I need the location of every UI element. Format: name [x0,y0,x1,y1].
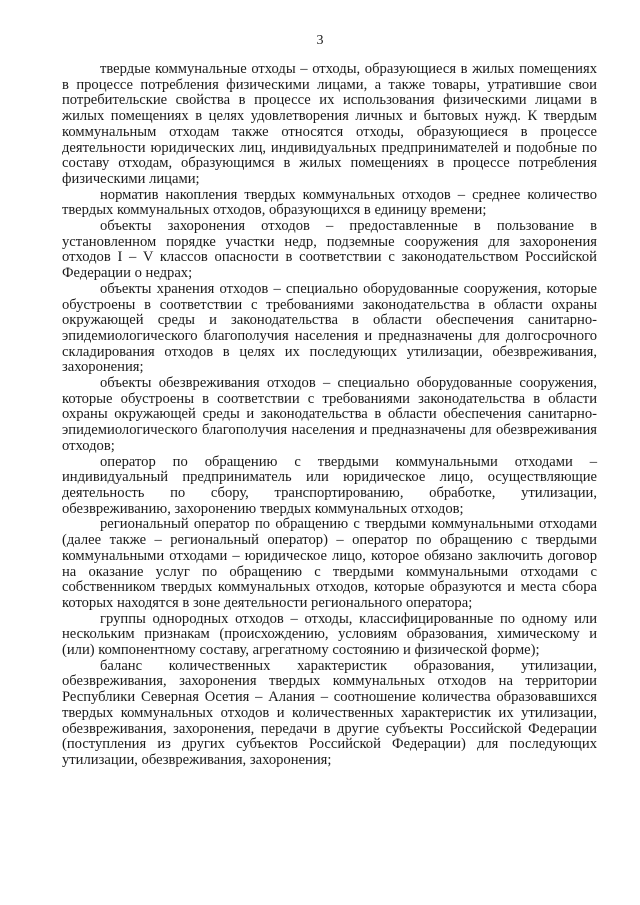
definition-homogeneous-waste-groups: группы однородных отходов – отходы, классифицированные по одному или нескольким признакам (происхождению, условиям образования, химическому и (или) компонентному составу, агрегатному состоянию и физической форме); [62,610,597,659]
definition-accumulation-norm: норматив накопления твердых коммунальных отходов – среднее количество твердых коммунальных отходов, образующихся в единицу времени; [62,186,597,219]
definition-storage-facilities: объекты хранения отходов – специально оборудованные сооружения, которые обустроены в соответствии с требованиями законодательства в области охраны окружающей среды и законодательства в области обеспечения санитарно-эпидемиологического благополучия населения и предназначены для долгосрочного складирования отходов в целях их последующих утилизации, обезвреживания, захоронения; [62,280,597,376]
definition-burial-facilities: объекты захоронения отходов – предоставленные в пользование в установленном порядке участки недр, подземные сооружения для захоронения отходов I – V классов опасности в соответствии с законодательством Российской Федерации о недрах; [62,218,597,282]
definition-balance: баланс количественных характеристик образования, утилизации, обезвреживания, захоронения твердых коммунальных отходов на территории Республики Северная Осетия – Алания – соотношение количества образовавшихся твердых коммунальных отходов и количественных характеристик их утилизации, обезвреживания, захоронения, передачи в другие субъекты Российской Федерации (поступления из других субъектов Российской Федерации) для последующих утилизации, обезвреживания, захоронения; [62,657,597,768]
page-number: 3 [316,33,324,48]
definition-neutralization-facilities: объекты обезвреживания отходов – специально оборудованные сооружения, которые обустроены в соответствии с требованиями законодательства в области охраны окружающей среды и законодательства в области обеспечения санитарно-эпидемиологического благополучия населения и предназначены для обезвреживания отходов; [62,375,597,454]
document-body [62,62,597,769]
definition-regional-operator: региональный оператор по обращению с твердыми коммунальными отходами (далее также – региональный оператор) – оператор по обращению с твердыми коммунальными отходами – юридическое лицо, которое обязано заключить договор на оказание услуг по обращению с твердыми коммунальными отходами с собственником твердых коммунальных отходов, которые образуются и места сбора которых находятся в зоне деятельности регионального оператора; [62,516,597,611]
definition-operator: оператор по обращению с твердыми коммунальными отходами – индивидуальный предприниматель или юридическое лицо, осуществляющие деятельность по сбору, транспортированию, обработке, утилизации, обезвреживанию, захоронению твердых коммунальных отходов; [62,453,597,517]
definition-tko: твердые коммунальные отходы – отходы, образующиеся в жилых помещениях в процессе потребления физическими лицами, а также товары, утратившие свои потребительские свойства в процессе их использования физическими лицами в жилых помещениях в целях удовлетворения личных и бытовых нужд. К твердым коммунальным отходам также относятся отходы, образующиеся в процессе деятельности юридических лиц, индивидуальных предпринимателей и подобные по составу отходам, образующимся в жилых помещениях в процессе потребления физическими лицами; [62,61,597,187]
